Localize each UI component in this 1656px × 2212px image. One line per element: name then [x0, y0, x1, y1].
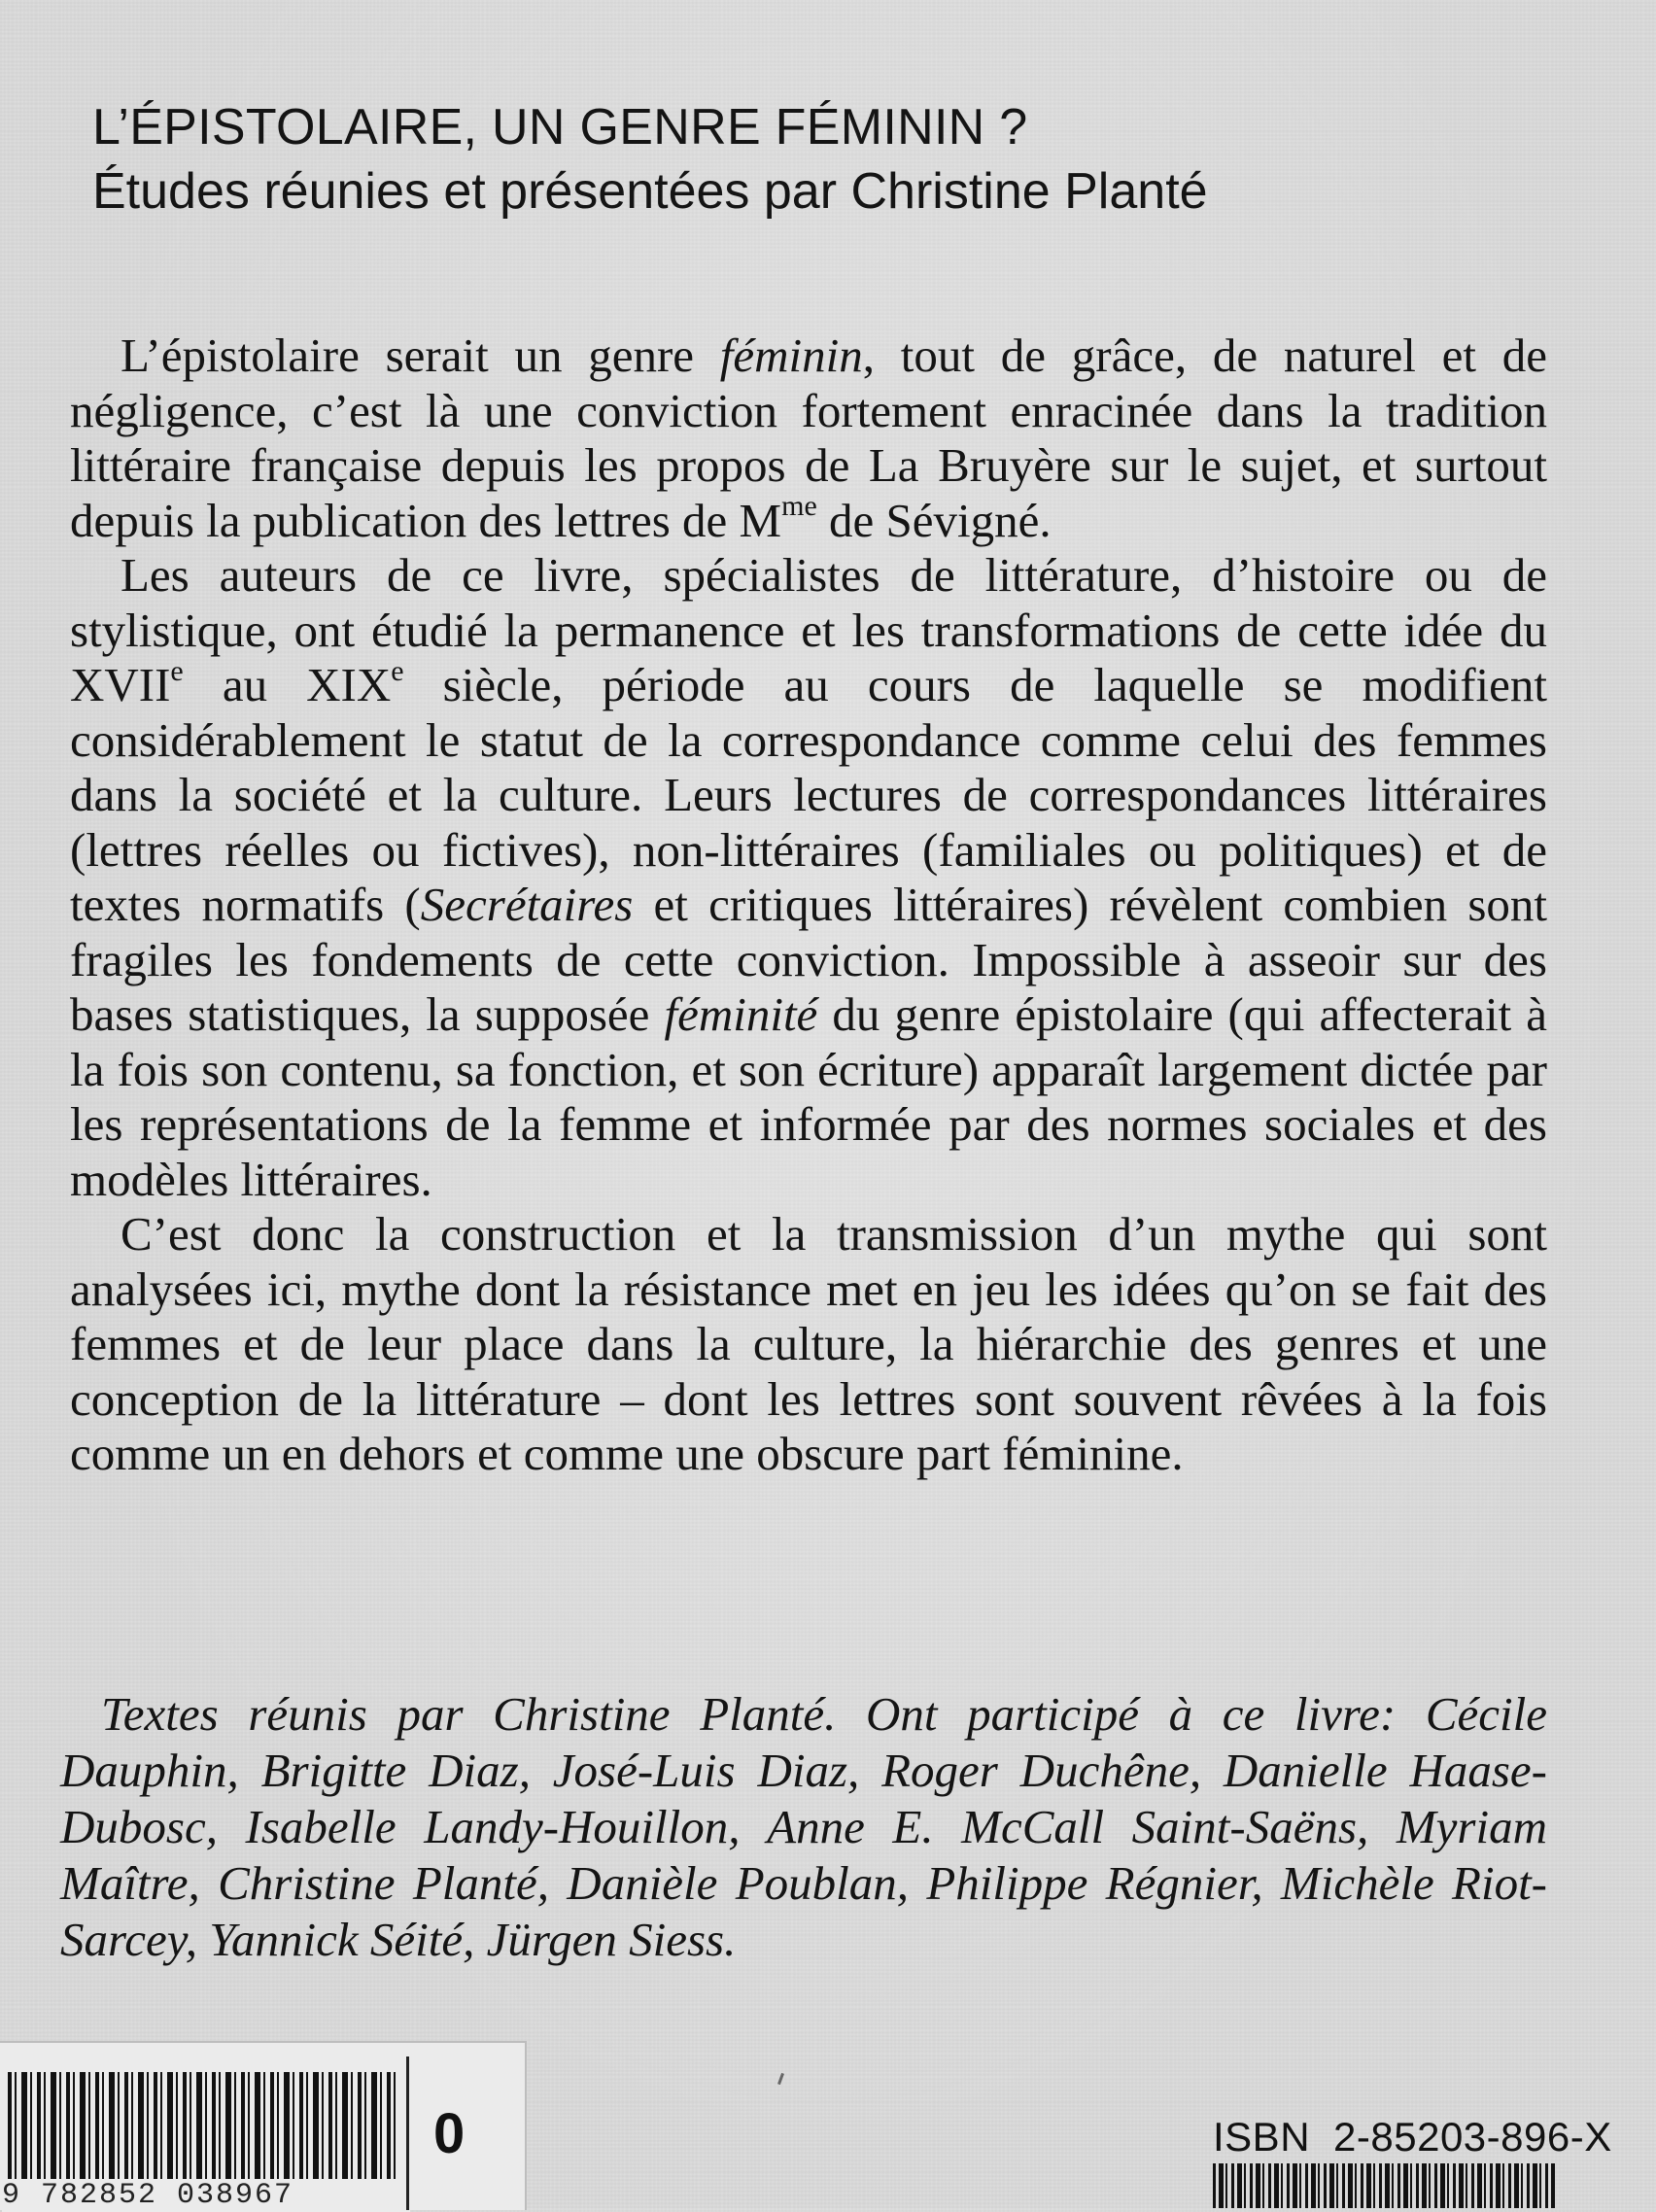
blurb-paragraph-1: L’épistolaire serait un genre féminin, tout de grâce, de naturel et de négligence, c’est là une conviction fortement enracinée dans la tradition littéraire française depuis les propos de La Bruyère sur le sujet, et surtout depuis la publication des lettres de $M^{me}$ de Sévigné.	[70, 328, 1547, 547]
isbn-number: 2-85203-896-X	[1333, 2114, 1612, 2160]
isbn-line	[1213, 2114, 1612, 2160]
book-title: L’ÉPISTOLAIRE, UN GENRE FÉMININ ?	[92, 99, 1028, 156]
barcode-digits: 9 782852 038967	[2, 2179, 410, 2212]
sticker-divider	[406, 2056, 409, 2210]
book-subtitle: Études réunies et présentées par Christine Planté	[92, 163, 1208, 220]
blurb-paragraph-2: Les auteurs de ce livre, spécialistes de littérature, d’histoire ou de stylistique, ont étudié la permanence et les transformations de cette idée du XVIIe au XIXe siècle, période au cours de laquelle se modifient considérablement le statut de la correspondance comme celui des femmes dans la société et la culture. Leurs lectures de correspondances littéraires (lettres réelles ou fictives), non-littéraires (familiales ou politiques) et de textes normatifs (Secrétaires et critiques littéraires) révèlent combien sont fragiles les fondements de cette conviction. Impossible à asseoir sur des bases statistiques, la supposée féminité du genre épistolaire (qui affecterait à la fois son contenu, sa fonction, et son écriture) apparaît largement dictée par les représentations de la femme et informée par des normes sociales et des modèles littéraires.	[70, 548, 1548, 1206]
price-code: 0	[433, 2102, 466, 2165]
blurb-paragraph-3: C’est donc la construction et la transmission d’un mythe qui sont analysées ici, mythe dont la résistance met en jeu les idées qu’on se fait des femmes et de leur place dans la culture, la hiérarchie des genres et une conception de la littérature – dont les lettres sont souvent rêvées à la fois comme un en dehors et comme une obscure part féminine.	[70, 1207, 1547, 1480]
contributors-list: Textes réunis par Christine Planté. Ont participé à ce livre: Cécile Dauphin, Brigitte Diaz, José-Luis Diaz, Roger Duchêne, Danielle Haase-Dubosc, Isabelle Landy-Houillon, Anne E. McCall Saint-Saëns, Myriam Maître, Christine Planté, Danièle Poublan, Philippe Régnier, Michèle Riot-Sarcey, Yannick Séité, Jürgen Siess.	[60, 1687, 1547, 1966]
back-cover-blurb	[70, 328, 1547, 1482]
isbn-label: ISBN	[1213, 2114, 1311, 2160]
paper-speck	[777, 2073, 784, 2085]
isbn-barcode	[1213, 2163, 1555, 2208]
book-heading	[92, 95, 1501, 224]
